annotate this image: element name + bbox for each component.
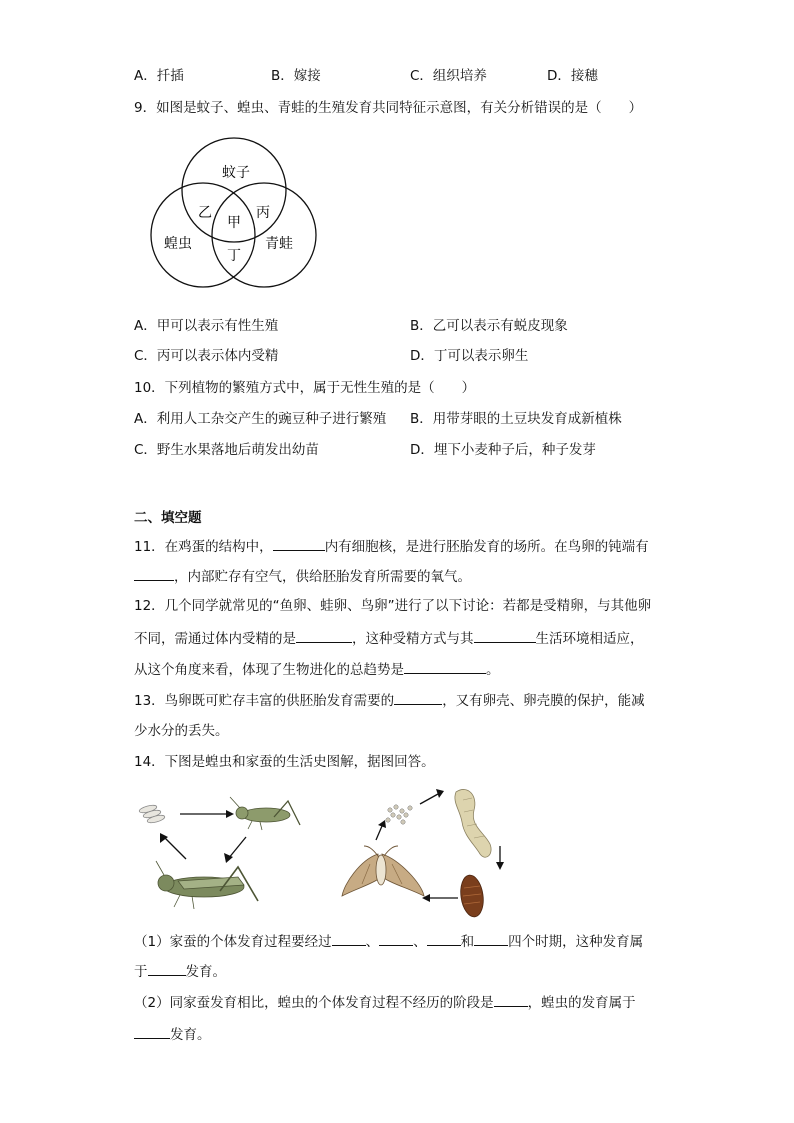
q14-sub1-text-c: 于 bbox=[134, 964, 148, 980]
q14-blank-3[interactable] bbox=[427, 931, 461, 946]
q14-blank-4[interactable] bbox=[474, 931, 508, 946]
q9-option-c: C．丙可以表示体内受精 bbox=[134, 348, 279, 364]
arrow-larva-to-pupa-icon bbox=[496, 846, 504, 870]
q11-line2 bbox=[134, 566, 471, 587]
label-locust: 蝗虫 bbox=[164, 236, 192, 252]
circle-frog bbox=[212, 183, 316, 287]
q14-blank-1[interactable] bbox=[332, 931, 366, 946]
q12-blank-3[interactable] bbox=[404, 659, 486, 674]
silkworm-life-cycle bbox=[340, 780, 530, 920]
q11-blank-1[interactable] bbox=[273, 536, 325, 551]
q12-line3 bbox=[134, 659, 500, 680]
section-title: 二、填空题 bbox=[134, 510, 202, 526]
venn-diagram bbox=[140, 135, 330, 295]
q10-option-a: A．利用人工杂交产生的豌豆种子进行繁殖 bbox=[134, 411, 387, 427]
q8-option-a: A．扦插 bbox=[134, 68, 184, 84]
region-yi: 乙 bbox=[198, 205, 212, 221]
q14-blank-7[interactable] bbox=[134, 1024, 170, 1039]
silkworm-larva-icon bbox=[455, 789, 491, 857]
q14-sep-2: 、 bbox=[413, 934, 427, 950]
locust-adult-icon bbox=[156, 861, 258, 909]
q14-sub1-text-b: 四个时期，这种发育属 bbox=[508, 934, 644, 950]
arrow-pupa-to-moth-icon bbox=[422, 894, 458, 902]
locust-life-cycle bbox=[134, 795, 314, 915]
q13-text-2: ，又有卵壳、卵壳膜的保护，能减 bbox=[442, 693, 645, 709]
q10-option-d: D．埋下小麦种子后，种子发芽 bbox=[410, 442, 596, 458]
arrow-eggs-to-nymph-icon bbox=[180, 810, 234, 818]
q13-line2: 少水分的丢失。 bbox=[134, 723, 229, 739]
region-bing: 丙 bbox=[256, 205, 270, 221]
silkworm-pupa-icon bbox=[458, 874, 486, 919]
q9-stem: 9．如图是蚊子、蝗虫、青蛙的生殖发育共同特征示意图，有关分析错误的是（ ） bbox=[134, 100, 643, 116]
q11-line1 bbox=[134, 536, 649, 557]
q12-blank-2[interactable] bbox=[474, 628, 536, 643]
q12-text-4: 生活环境相适应， bbox=[535, 631, 644, 647]
region-ding: 丁 bbox=[227, 248, 241, 264]
q14-sub2-text-b: ，蝗虫的发育属于 bbox=[527, 995, 636, 1011]
q8-option-b: B．嫁接 bbox=[271, 68, 321, 84]
q14-sub1-line1 bbox=[134, 931, 643, 952]
q8-option-c: C．组织培养 bbox=[410, 68, 487, 84]
q10-option-c: C．野生水果落地后萌发出幼苗 bbox=[134, 442, 319, 458]
q10-option-b: B．用带芽眼的土豆块发育成新植株 bbox=[410, 411, 622, 427]
label-mosquito: 蚊子 bbox=[222, 165, 250, 181]
q14-sub2-text-a: （2）同家蚕发育相比，蝗虫的个体发育过程不经历的阶段是 bbox=[134, 995, 494, 1011]
q9-option-b: B．乙可以表示有蜕皮现象 bbox=[410, 318, 568, 334]
q13-blank-1[interactable] bbox=[394, 690, 442, 705]
q14-sub2-text-c: 发育。 bbox=[170, 1027, 211, 1043]
q8-option-d: D．接穗 bbox=[547, 68, 598, 84]
q13-text-1: 13．鸟卵既可贮存丰富的供胚胎发育需要的 bbox=[134, 693, 395, 709]
silkworm-eggs-icon bbox=[386, 805, 412, 824]
arrow-eggs-to-larva-icon bbox=[420, 789, 444, 804]
region-jia: 甲 bbox=[227, 215, 241, 231]
q14-sep-1: 、 bbox=[365, 934, 380, 950]
q11-text-3: ，内部贮存有空气，供给胚胎发育所需要的氧气。 bbox=[174, 569, 471, 585]
q14-sub2-line2 bbox=[134, 1024, 211, 1045]
silkworm-moth-icon bbox=[342, 846, 424, 896]
q11-text-2: 内有细胞核，是进行胚胎发育的场所。在鸟卵的钝端有 bbox=[324, 539, 649, 555]
locust-eggs-icon bbox=[139, 804, 166, 824]
q14-sub1-line2 bbox=[134, 961, 226, 982]
q9-option-d: D．丁可以表示卵生 bbox=[410, 348, 529, 364]
q14-sub1-text-a: （1）家蚕的个体发育过程要经过 bbox=[134, 934, 332, 950]
q14-blank-5[interactable] bbox=[148, 961, 186, 976]
q14-sub2-line1 bbox=[134, 992, 636, 1013]
locust-nymph-icon bbox=[230, 797, 300, 830]
q12-text-5: 从这个角度来看，体现了生物进化的总趋势是 bbox=[134, 662, 404, 678]
circle-locust bbox=[151, 183, 255, 287]
arrow-nymph-to-adult-icon bbox=[224, 837, 246, 863]
q14-and: 和 bbox=[460, 934, 475, 950]
arrow-adult-to-eggs-icon bbox=[160, 833, 186, 859]
q12-blank-1[interactable] bbox=[296, 628, 352, 643]
q10-stem: 10．下列植物的繁殖方式中，属于无性生殖的是（ ） bbox=[134, 380, 476, 396]
q12-line1: 12．几个同学就常见的“鱼卵、蛙卵、鸟卵”进行了以下讨论：若都是受精卵，与其他卵 bbox=[134, 598, 652, 614]
arrow-moth-to-eggs-icon bbox=[376, 820, 386, 840]
q14-blank-2[interactable] bbox=[379, 931, 413, 946]
q11-blank-2[interactable] bbox=[134, 566, 174, 581]
label-frog: 青蛙 bbox=[265, 236, 293, 252]
q14-stem: 14．下图是蝗虫和家蚕的生活史图解，据图回答。 bbox=[134, 754, 435, 770]
q12-line2 bbox=[134, 628, 644, 649]
q12-text-6: 。 bbox=[486, 662, 500, 678]
q12-text-3: ，这种受精方式与其 bbox=[352, 631, 474, 647]
q12-text-2: 不同，需通过体内受精的是 bbox=[134, 631, 296, 647]
q14-blank-6[interactable] bbox=[494, 992, 528, 1007]
q9-option-a: A．甲可以表示有性生殖 bbox=[134, 318, 279, 334]
q14-sub1-text-d: 发育。 bbox=[185, 964, 226, 980]
q11-text-1: 11．在鸡蛋的结构中， bbox=[134, 539, 273, 555]
q13-line1 bbox=[134, 690, 645, 711]
